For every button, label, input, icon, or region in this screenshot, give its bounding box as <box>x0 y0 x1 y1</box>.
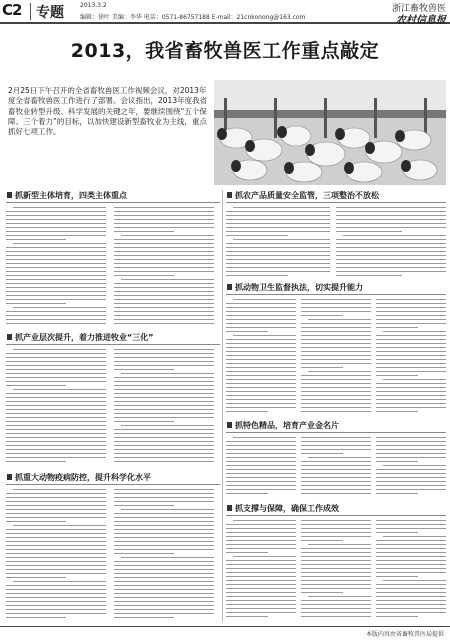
section-title-industry-upgrade: 抓产业层次提升，着力推进牧业“三化” <box>6 332 154 343</box>
article-column <box>226 437 296 499</box>
page-headline: 2013，我省畜牧兽医工作重点敲定 <box>70 40 380 62</box>
article-column <box>114 489 214 622</box>
article-column <box>301 437 371 499</box>
article-column <box>376 520 446 622</box>
section-title-quality-safety: 抓农产品质量安全监管，三项整治不放松 <box>226 190 379 201</box>
section-title-supervision: 抓动物卫生监督执法，切实提升能力 <box>226 282 363 293</box>
newspaper-logo: 农村信息报 <box>396 15 446 26</box>
article-column <box>336 207 446 279</box>
region-label: 浙江畜牧兽医 <box>391 4 446 14</box>
section-rule <box>6 344 220 345</box>
section-rule <box>226 515 446 516</box>
section-rule <box>226 202 446 203</box>
sheep-photo <box>214 80 446 185</box>
section-rule <box>6 202 220 203</box>
section-title-support: 抓支撑与保障，确保工作成效 <box>226 503 339 514</box>
section-rule <box>226 432 446 433</box>
article-column <box>226 207 330 279</box>
header-divider <box>30 3 31 20</box>
section-title-epidemic-control: 抓重大动物疫病防控，提升科学化水平 <box>6 472 151 483</box>
issue-date: 2013.3.2 <box>80 2 107 9</box>
editor-contact: 编辑：徐叶 美编：李华 电话：0571-86757188 E-mail：21cnkonong@163.com <box>80 14 306 21</box>
article-column <box>114 349 214 467</box>
article-column <box>301 520 371 622</box>
article-column <box>376 299 446 415</box>
article-column <box>6 489 106 622</box>
article-column <box>226 299 296 415</box>
article-column <box>6 207 106 327</box>
article-column <box>301 299 371 415</box>
section-title-specialty: 抓特色精品，培育产业金名片 <box>226 420 339 431</box>
section-rule <box>226 294 446 295</box>
article-column <box>6 349 106 467</box>
page-header <box>0 0 450 24</box>
section-rule <box>6 484 220 485</box>
section-title-new-entities: 抓新型主体培育，四类主体重点 <box>6 190 127 201</box>
article-column <box>114 207 214 327</box>
content-source-note: 本版内容由省畜牧兽医局提供 <box>365 631 444 638</box>
article-column <box>376 437 446 499</box>
section-name: 专题 <box>36 5 64 21</box>
article-column <box>226 520 296 622</box>
page-code: C2 <box>2 1 22 19</box>
page-footer <box>0 626 450 640</box>
lead-paragraph: 2月25日下午召开的全省畜牧兽医工作视频会议，对2013年度全省畜牧兽医工作进行了部署。会议指出，2013年度我省畜牧业转型升级、科学发展的关键之年，要继续围绕“五个保障、三个着力”的目标，以加快建设新型畜牧业为主线，重点抓好七项工作。 <box>8 86 208 137</box>
column-divider <box>222 190 223 622</box>
